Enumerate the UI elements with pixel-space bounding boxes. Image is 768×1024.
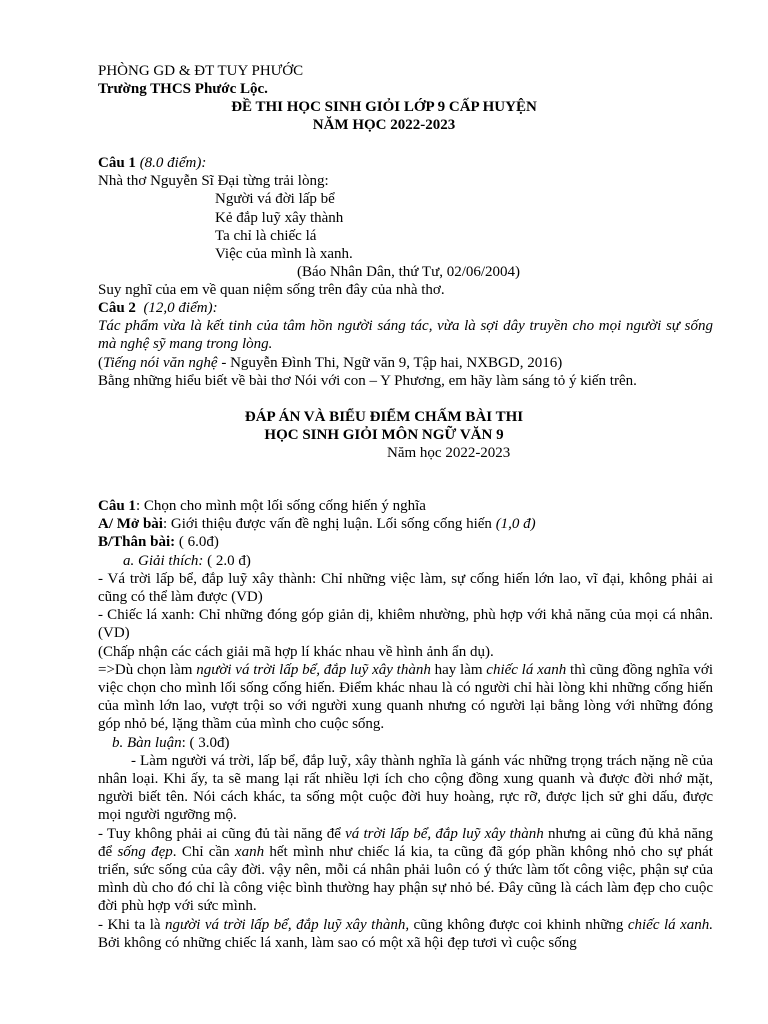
paragraph-5: - Làm người vá trời, lấp bể, đắp luỹ, xây thành nghĩa là gánh vác những trọng trách nặng nề của nhân loại. Khi ấy, ta sẽ mang lại rất nhiều lợi ích cho cộng đồng xung quanh và được đời nhớ mặt, người biết tên. Nói cách khác, ta sống một cuộc đời huy hoàng, rực rỡ, được lịch sử ghi dấu, được mọi người ngưỡng mộ.	[98, 752, 713, 824]
question-1-task: Suy nghĩ của em về quan niệm sống trên đây của nhà thơ.	[98, 282, 445, 299]
paragraph-4: =>Dù chọn làm người vá trời lấp bể, đắp luỹ xây thành hay làm chiếc lá xanh thì cũng đồng nghĩa với việc chọn cho mình lối sống cống hiến. Điểm khác nhau là có người chỉ hài lòng khi những cống hiến của mình lớn lao, vượt trội so với người xung quanh nhưng có người lại bằng lòng với những đóng góp nhỏ bé, lặng thầm của mình cho cuộc sống.	[98, 661, 714, 733]
ban-luan-points: : ( 3.0đ)	[181, 734, 230, 751]
mo-bai-points: (1,0 đ)	[495, 516, 536, 533]
mo-bai-label: A/ Mở bài	[98, 516, 163, 533]
paragraph-2: - Chiếc lá xanh: Chỉ những đóng góp giản dị, khiêm nhường, phù hợp với khả năng của mọi cá nhân. (VD)	[98, 607, 713, 642]
question-1	[98, 154, 713, 300]
school-name: Trường THCS Phước Lộc.	[98, 81, 268, 97]
answer-question-title: : Chọn cho mình một lối sống cống hiến ý nghĩa	[135, 498, 426, 514]
answer-title-1: ĐÁP ÁN VÀ BIỂU ĐIỂM CHẤM BÀI THI	[244, 409, 524, 425]
paragraph-7: - Khi ta là người vá trời lấp bể, đắp luỹ xây thành, cũng không được coi khinh những chiếc lá xanh. Bởi không có những chiếc lá xanh, làm sao có một xã hội đẹp tươi vì cuộc sống	[98, 916, 713, 951]
exam-title: ĐỀ THI HỌC SINH GIỎI LỚP 9 CẤP HUYỆN	[231, 99, 537, 115]
question-2-label: Câu 2	[98, 300, 136, 316]
department-name: PHÒNG GD & ĐT TUY PHƯỚC	[98, 63, 304, 79]
poem-line: Ta chỉ là chiếc lá	[215, 227, 317, 244]
poem-line: Kẻ đắp luỹ xây thành	[215, 209, 344, 226]
question-2	[98, 299, 713, 390]
answer-title-2: HỌC SINH GIỎI MÔN NGỮ VĂN 9	[264, 427, 504, 443]
ban-luan-label: b. Bàn luận	[112, 734, 182, 751]
than-bai-label: B/Thân bài:	[98, 534, 176, 551]
paragraph-1: - Vá trời lấp bể, đắp luỹ xây thành: Chỉ những việc làm, sự cống hiến lớn lao, vĩ đại, không phải ai cũng có thể làm được (VD)	[98, 570, 713, 606]
question-2-source: (Tiếng nói văn nghệ - Nguyễn Đình Thi, Ngữ văn 9, Tập hai, NXBGD, 2016)	[98, 354, 563, 371]
poem-line: Việc của mình là xanh.	[215, 246, 353, 263]
paragraph-6: - Tuy không phải ai cũng đủ tài năng để vá trời lấp bể, đắp luỹ xây thành nhưng ai cũng đủ khả năng để sống đẹp. Chỉ cần xanh hết mình như chiếc lá kia, ta cũng đã góp phần không nhỏ cho sự phát triển, sức sống của cây đời. vậy nên, mỗi cá nhân phải luôn có ý thức làm tốt công việc, phận sự của mình dù cho đó chỉ là công việc bình thường hay phận sự nhỏ bé. Đây cũng là cách làm đẹp cho cuộc đời phù hợp với sức mình.	[98, 825, 713, 915]
question-1-points: (8.0 điểm):	[139, 155, 207, 171]
question-2-points: (12,0 điểm):	[143, 300, 218, 316]
giai-thich-label: a. Giải thích:	[123, 552, 204, 569]
question-1-intro: Nhà thơ Nguyễn Sĩ Đại từng trải lòng:	[98, 173, 329, 190]
answer-year: Năm học 2022-2023	[387, 445, 511, 461]
paragraph-3: (Chấp nhận các cách giải mã hợp lí khác nhau về hình ảnh ẩn dụ).	[98, 643, 494, 660]
poem-line: Người vá đời lấp bể	[215, 191, 335, 208]
mo-bai-text: : Giới thiệu được vấn đề nghị luận. Lối sống cống hiến	[162, 516, 496, 533]
answer-question-label: Câu 1	[98, 498, 136, 514]
question-1-label: Câu 1	[98, 155, 140, 171]
exam-year: NĂM HỌC 2022-2023	[312, 117, 456, 133]
answer-body	[98, 497, 713, 952]
question-2-task: Bằng những hiểu biết về bài thơ Nói với con – Y Phương, em hãy làm sáng tỏ ý kiến trên.	[98, 372, 637, 389]
than-bai-points: ( 6.0đ)	[175, 534, 219, 551]
giai-thich-points: ( 2.0 đ)	[203, 552, 251, 569]
question-2-quote: Tác phẩm vừa là kết tinh của tâm hồn người sáng tác, vừa là sợi dây truyền cho mọi người sự sống mà nghệ sỹ mang trong lòng.	[98, 318, 713, 353]
poem-source: (Báo Nhân Dân, thứ Tư, 02/06/2004)	[297, 264, 521, 281]
